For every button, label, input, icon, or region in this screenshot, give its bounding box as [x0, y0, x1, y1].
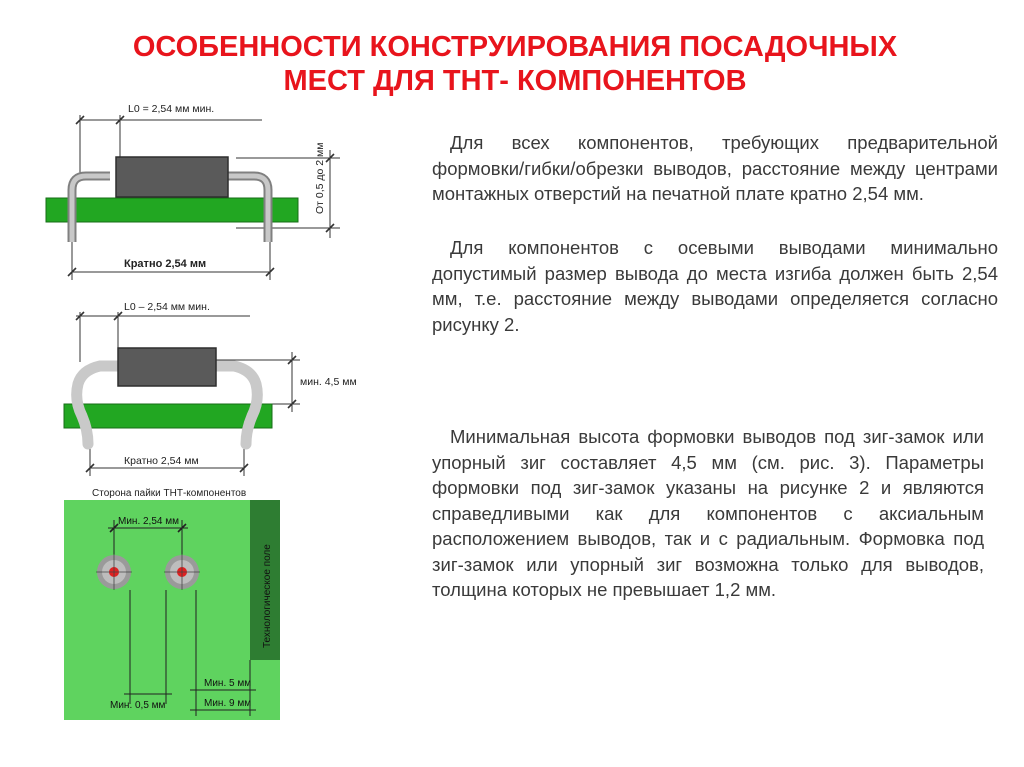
figure3-tech-field-label: Технологическое поле	[262, 544, 273, 648]
title-line-2: МЕСТ ДЛЯ ТНТ- КОМПОНЕНТОВ	[283, 65, 747, 97]
component-body-2	[118, 348, 216, 386]
title-line-1: ОСОБЕННОСТИ КОНСТРУИРОВАНИЯ ПОСАДОЧНЫХ	[132, 31, 898, 63]
figure2-height-label: мин. 4,5 мм	[300, 376, 357, 388]
figure2-l0-label: L0 – 2,54 мм мин.	[124, 301, 210, 313]
figure-2	[64, 301, 357, 476]
figure2-pitch-label: Кратно 2,54 мм	[124, 455, 199, 467]
paragraph-pitch-text: Для всех компонентов, требующих предварительной формовки/гибки/обрезки выводов, расстояние между центрами монтажных отверстий на печатной плате кратно 2,54 мм.	[432, 132, 998, 204]
component-body-1	[116, 157, 228, 197]
pcb-board-2	[64, 404, 272, 428]
paragraph-zig-lock-text: Минимальная высота формовки выводов под зиг-замок или упорный зиг составляет 4,5 мм (см. рис. 3). Параметры формовки под зиг-замок указаны на рисунке 2 и являются справедливыми как для компонентов с аксиальным расположением выводов, так и с радиальным. Формовка под зиг-замок или упорный зиг возможна только для выводов, толщина которых не превышает 1,2 мм.	[432, 426, 984, 600]
figure1-l0-label: L0 = 2,54 мм мин.	[128, 103, 215, 115]
figure-1	[46, 103, 340, 280]
figure3-min05-label: Мин. 0,5 мм	[110, 700, 166, 711]
figure-3	[64, 488, 284, 720]
pcb-board-1	[46, 198, 298, 222]
figure3-min5-label: Мин. 5 мм	[204, 678, 252, 689]
figure3-spacing-label: Мин. 2,54 мм	[118, 516, 179, 527]
figure3-min9-label: Мин. 9 мм	[204, 698, 252, 709]
paragraph-axial-leads-text: Для компонентов с осевыми выводами минимально допустимый размер вывода до места изгиба должен быть 2,54 мм, т.е. расстояние между выводами определяется согласно рисунку 2.	[432, 237, 998, 335]
figure3-caption: Сторона пайки ТНТ-компонентов	[92, 488, 247, 499]
figure1-pitch-label: Кратно 2,54 мм	[124, 258, 207, 270]
figure1-height-label: От 0,5 до 2 мм	[314, 142, 326, 214]
